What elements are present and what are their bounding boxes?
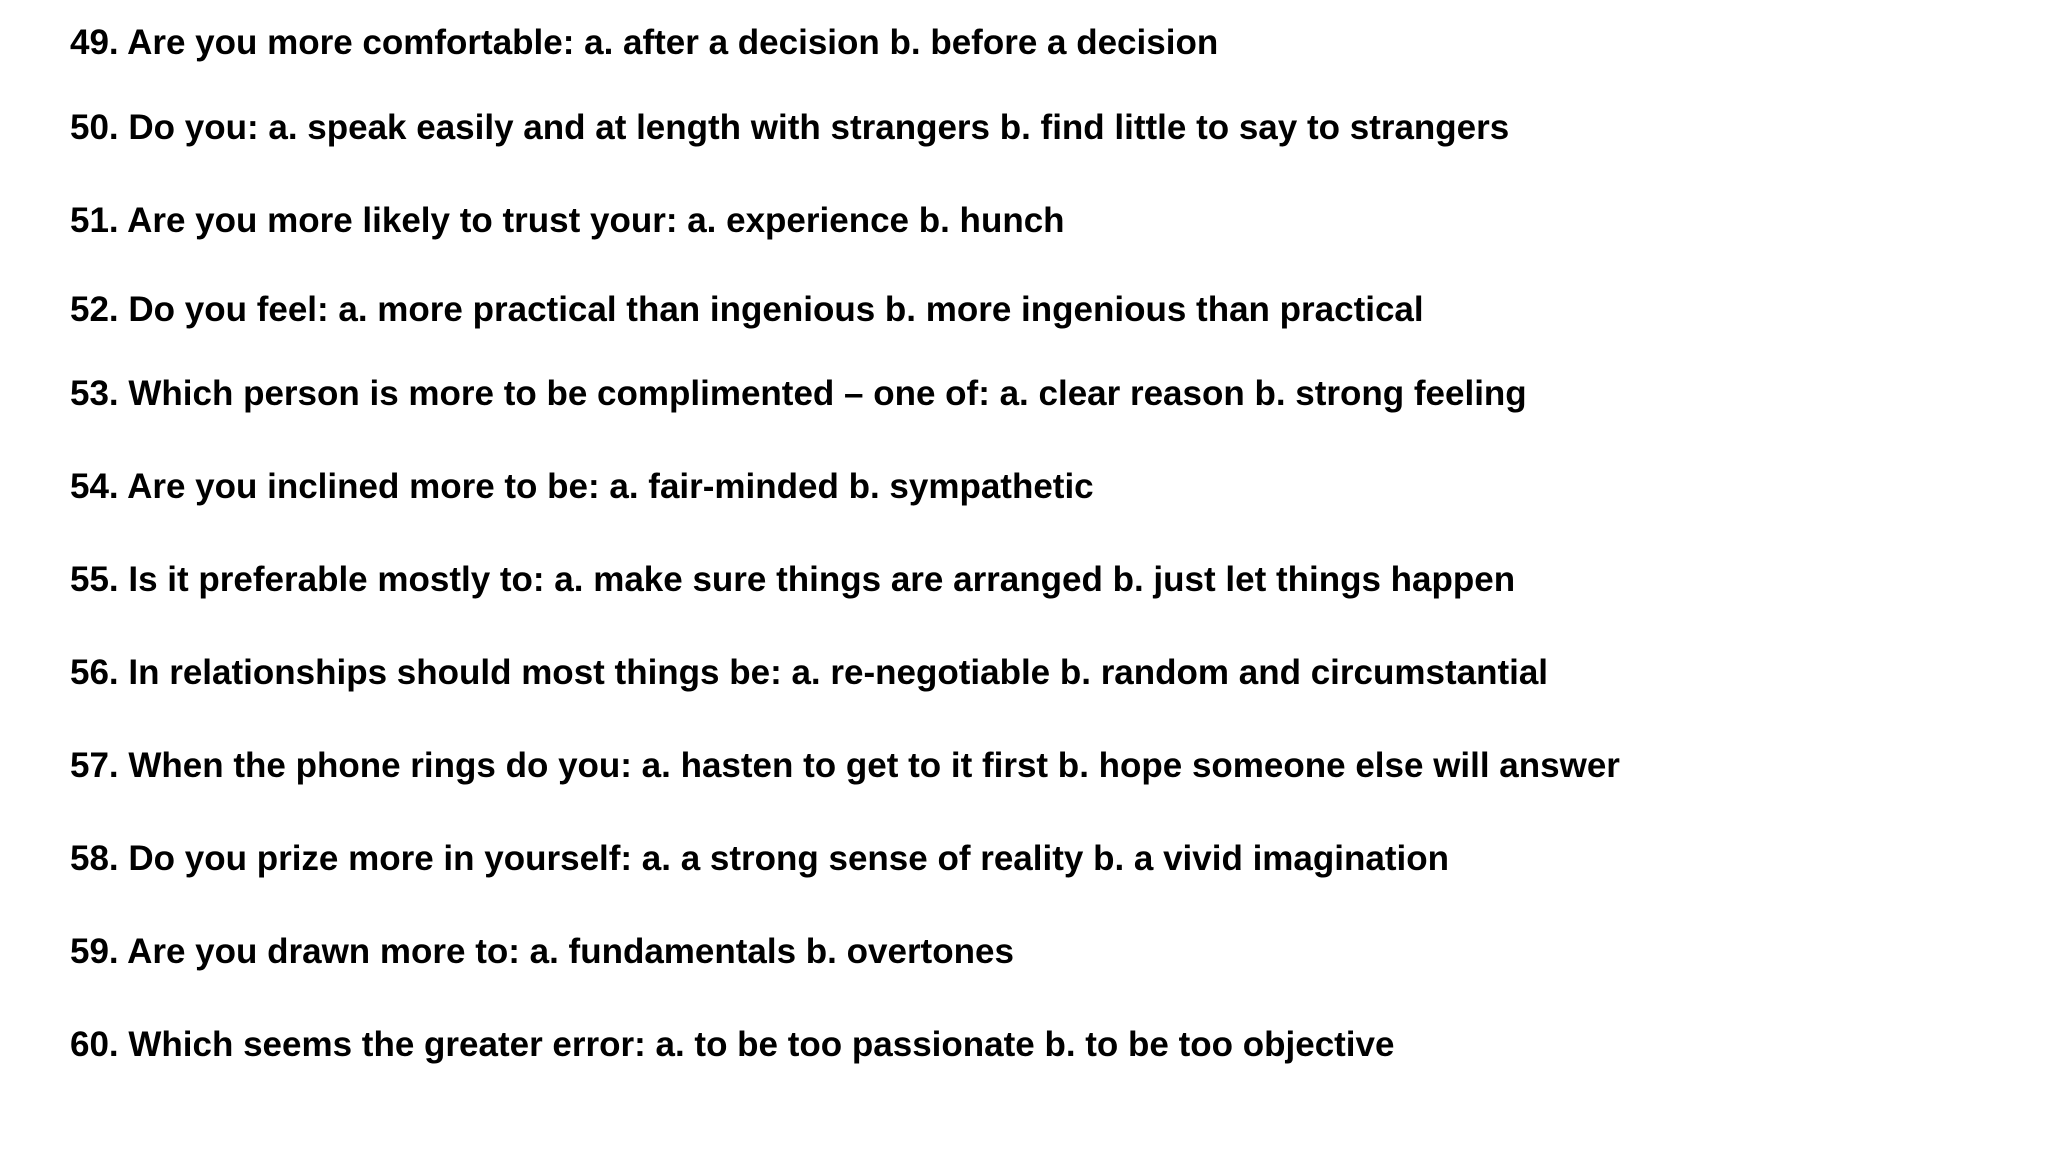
question-58: 58. Do you prize more in yourself: a. a strong sense of reality b. a vivid imagination <box>70 839 1449 878</box>
question-56: 56. In relationships should most things be: a. re-negotiable b. random and circumstantial <box>70 653 1549 692</box>
question-49: 49. Are you more comfortable: a. after a decision b. before a decision <box>70 23 1219 62</box>
question-59: 59. Are you drawn more to: a. fundamentals b. overtones <box>70 932 1014 971</box>
question-60: 60. Which seems the greater error: a. to be too passionate b. to be too objective <box>70 1025 1395 1064</box>
question-51: 51. Are you more likely to trust your: a. experience b. hunch <box>70 201 1065 240</box>
question-52: 52. Do you feel: a. more practical than ingenious b. more ingenious than practical <box>70 290 1424 329</box>
question-54: 54. Are you inclined more to be: a. fair-minded b. sympathetic <box>70 467 1094 506</box>
question-57: 57. When the phone rings do you: a. hasten to get to it first b. hope someone else will answer <box>70 746 1620 785</box>
question-50: 50. Do you: a. speak easily and at length with strangers b. find little to say to strangers <box>70 108 1510 147</box>
question-55: 55. Is it preferable mostly to: a. make sure things are arranged b. just let things happen <box>70 560 1516 599</box>
question-53: 53. Which person is more to be complimented – one of: a. clear reason b. strong feeling <box>70 374 1527 413</box>
